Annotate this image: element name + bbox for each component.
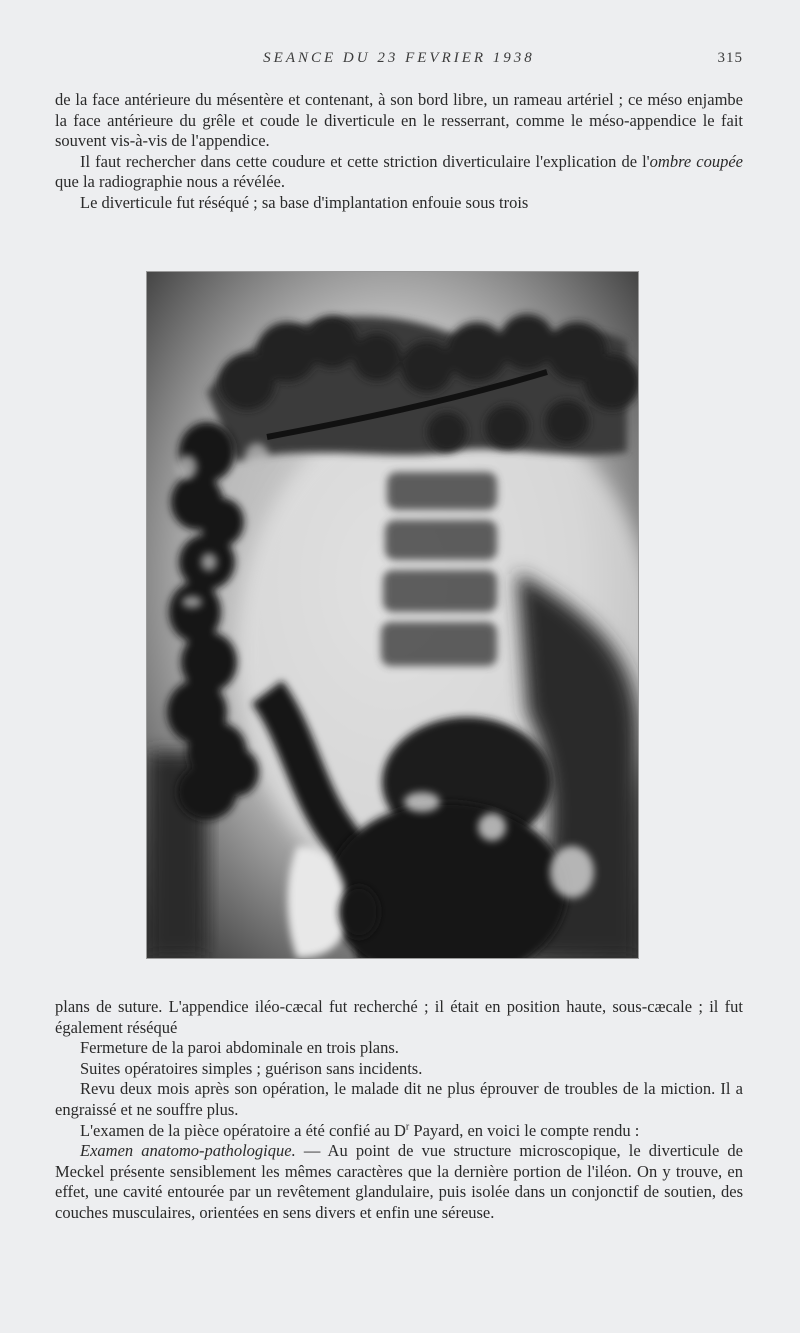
radiograph-figure [147, 272, 638, 958]
paragraph [55, 1141, 743, 1223]
paragraph: Le diverticule fut réséqué ; sa base d'implantation enfouie sous trois [80, 192, 529, 212]
emphasis-text: ombre coupée [649, 151, 743, 171]
paragraph-text: que la radiographie nous a révélée. [55, 172, 285, 192]
paragraph: Revu deux mois après son opération, le malade dit ne plus éprouver de troubles de la miction. Il a engraissé et ne souffre plus. [55, 1079, 743, 1119]
paragraph-text: Payard, en voici le compte rendu : [409, 1120, 640, 1140]
paragraph: de la face antérieure du mésentère et contenant, à son bord libre, un rameau artériel ; ce méso enjambe la face antérieure du grêle et coude le diverticule en le resserrant, comme le méso-appendice le fait souvent vis-à-vis de l'appendice. [55, 90, 743, 151]
paragraph-text: L'examen de la pièce opératoire a été confié au D [80, 1120, 406, 1140]
top-text-block [55, 90, 743, 214]
section-heading-inline: Examen anatomo-pathologique. [80, 1141, 296, 1161]
paragraph: Fermeture de la paroi abdominale en trois plans. [80, 1038, 399, 1058]
running-header [55, 50, 743, 72]
paragraph: plans de suture. L'appendice iléo-cæcal fut recherché ; il était en position haute, sous-cæcale ; il fut également réséqué [55, 997, 743, 1037]
paragraph [55, 152, 743, 193]
radiograph-image [147, 272, 638, 958]
superscript: r [405, 1121, 410, 1133]
paragraph-text: Il faut rechercher dans cette coudure et cette striction diverticulaire l'explication de l' [80, 151, 650, 171]
paragraph: Suites opératoires simples ; guérison sans incidents. [80, 1058, 423, 1078]
page-number: 315 [717, 50, 743, 66]
paragraph [55, 1121, 743, 1142]
running-title: SEANCE DU 23 FEVRIER 1938 [263, 50, 535, 66]
bottom-text-block [55, 997, 743, 1224]
paragraph-text: — Au point de vue structure microscopique, le diverticule de Meckel présente sensiblement les mêmes caractères que la dernière portion de l'iléon. On y trouve, en effet, une cavité entourée par un revêtement glandulaire, puis isolée dans un conjonctif de soutien, des couches musculaires, orientées en sens divers et enfin une séreuse. [55, 1141, 744, 1222]
